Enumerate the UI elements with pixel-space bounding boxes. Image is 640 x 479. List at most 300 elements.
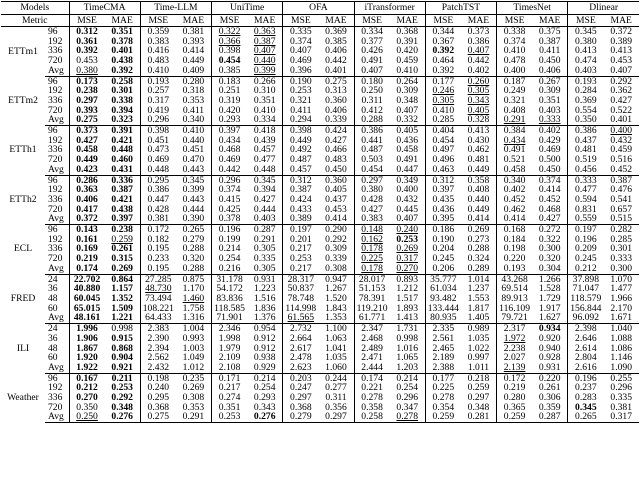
mse-value: 156.844 <box>570 303 602 314</box>
value-cell <box>390 313 426 323</box>
mse-value: 0.322 <box>218 26 241 37</box>
mae-value: 0.453 <box>325 204 347 215</box>
value-cell <box>318 244 354 254</box>
mae-value: 0.470 <box>182 155 205 165</box>
value-cell <box>247 235 283 245</box>
horizon-label: 720 <box>48 56 63 66</box>
metric-mse: MSE <box>568 14 604 27</box>
value-cell <box>318 304 354 314</box>
value-cell <box>354 274 390 284</box>
value-cell <box>603 185 639 195</box>
value-cell <box>318 344 354 354</box>
mae-value: 0.334 <box>253 115 276 126</box>
horizon-label: 192 <box>48 185 63 195</box>
mse-value: 0.168 <box>503 224 526 235</box>
mse-value: 0.247 <box>290 383 312 394</box>
value-cell <box>354 324 390 334</box>
mse-value: 1.906 <box>76 333 98 344</box>
mae-value: 0.220 <box>538 373 561 384</box>
value-cell <box>354 344 390 354</box>
value-cell <box>497 244 533 254</box>
mse-value: 0.378 <box>218 214 241 225</box>
mse-value: 0.458 <box>76 145 98 156</box>
value-cell <box>532 412 568 422</box>
mse-value: 0.426 <box>361 46 383 57</box>
mae-value: 0.362 <box>610 86 633 96</box>
mae-value: 0.347 <box>396 402 419 413</box>
value-cell <box>425 225 461 235</box>
mse-value: 0.253 <box>290 254 312 264</box>
mae-value: 1.627 <box>538 313 561 324</box>
mae-value: 0.269 <box>111 263 133 274</box>
mse-value: 2.109 <box>218 353 241 363</box>
metric-mae: MAE <box>461 14 497 27</box>
value-cell <box>603 304 639 314</box>
mse-value: 0.219 <box>76 254 98 264</box>
value-cell <box>497 313 533 323</box>
mae-value: 0.439 <box>253 135 276 146</box>
value-cell <box>532 155 568 165</box>
mae-value: 0.438 <box>111 56 133 66</box>
value-cell <box>247 373 283 383</box>
value-cell <box>461 46 497 56</box>
mse-value: 0.487 <box>361 145 383 156</box>
value-cell <box>425 205 461 215</box>
mae-value: 0.328 <box>467 115 490 126</box>
value-cell <box>283 66 319 76</box>
value-cell <box>105 324 141 334</box>
value-cell <box>568 115 604 125</box>
mse-value: 71.901 <box>216 313 243 324</box>
mse-value: 0.253 <box>290 86 312 96</box>
value-cell <box>603 363 639 373</box>
value-cell <box>425 155 461 165</box>
value-cell <box>425 136 461 146</box>
mse-value: 0.283 <box>575 393 597 403</box>
mae-value: 0.264 <box>396 76 419 87</box>
mae-value: 0.301 <box>610 244 633 255</box>
value-cell <box>568 254 604 264</box>
mse-value: 0.238 <box>76 86 98 96</box>
table-row <box>1 412 639 422</box>
mse-value: 0.454 <box>218 56 241 66</box>
mae-value: 0.358 <box>467 175 490 186</box>
value-cell <box>212 185 248 195</box>
mse-value: 0.454 <box>361 164 383 175</box>
value-cell <box>532 145 568 155</box>
value-cell <box>176 27 212 37</box>
mse-value: 0.497 <box>432 145 455 156</box>
mse-value: 0.372 <box>76 214 98 225</box>
mae-value: 0.444 <box>253 204 276 215</box>
table-row <box>1 46 639 56</box>
model-name-unitime: UniTime <box>212 2 283 15</box>
value-cell <box>390 353 426 363</box>
mae-value: 0.310 <box>253 86 276 96</box>
value-cell <box>140 244 176 254</box>
mse-value: 0.321 <box>290 95 312 106</box>
value-cell <box>461 56 497 66</box>
model-name-patchtst: PatchTST <box>425 2 496 15</box>
metric-mse: MSE <box>283 14 319 27</box>
value-cell <box>497 106 533 116</box>
mse-value: 0.148 <box>361 224 383 235</box>
value-cell <box>390 76 426 86</box>
value-cell <box>212 66 248 76</box>
value-cell <box>140 76 176 86</box>
horizon-label: 336 <box>48 194 63 205</box>
mse-value: 0.278 <box>361 393 383 403</box>
table-row <box>1 175 639 185</box>
mse-value: 0.363 <box>76 185 98 195</box>
mae-value: 0.414 <box>538 185 561 195</box>
value-cell <box>140 284 176 294</box>
value-cell <box>354 313 390 323</box>
value-cell <box>105 136 141 146</box>
mae-value: 0.393 <box>182 36 205 47</box>
value-cell <box>603 115 639 125</box>
value-cell <box>283 403 319 413</box>
value-cell <box>69 56 105 66</box>
value-cell <box>568 106 604 116</box>
value-cell <box>212 274 248 284</box>
value-cell <box>212 86 248 96</box>
value-cell <box>247 294 283 304</box>
mse-value: 0.449 <box>76 155 98 165</box>
mse-value: 0.462 <box>503 204 526 215</box>
value-cell <box>568 185 604 195</box>
value-cell <box>603 96 639 106</box>
value-cell <box>176 195 212 205</box>
value-cell <box>140 225 176 235</box>
value-cell <box>105 235 141 245</box>
value-cell <box>390 185 426 195</box>
horizon-label: 96 <box>48 26 58 37</box>
mse-value: 0.305 <box>432 95 455 106</box>
value-cell <box>247 136 283 146</box>
value-cell <box>497 175 533 185</box>
mae-value: 0.407 <box>610 65 633 76</box>
mae-value: 0.381 <box>182 26 205 37</box>
mse-value: 0.334 <box>361 26 383 37</box>
mae-value: 0.238 <box>111 224 133 235</box>
value-cell <box>461 66 497 76</box>
value-cell <box>354 106 390 116</box>
mae-value: 0.309 <box>325 244 347 255</box>
value-cell <box>568 225 604 235</box>
mae-value: 0.308 <box>182 393 205 403</box>
mse-value: 0.434 <box>503 135 526 146</box>
mae-value: 0.407 <box>467 46 490 57</box>
value-cell <box>568 76 604 86</box>
value-cell <box>69 235 105 245</box>
value-cell <box>105 383 141 393</box>
value-cell <box>390 383 426 393</box>
value-cell <box>283 214 319 224</box>
mse-value: 0.419 <box>147 105 170 116</box>
value-cell <box>461 313 497 323</box>
metric-mse: MSE <box>425 14 461 27</box>
horizon-label: 720 <box>48 204 63 215</box>
mae-value: 0.387 <box>538 36 561 47</box>
mse-value: 73.494 <box>145 293 172 304</box>
mse-value: 0.397 <box>432 185 455 195</box>
value-cell <box>105 185 141 195</box>
value-cell <box>390 304 426 314</box>
value-cell <box>497 46 533 56</box>
table-row <box>1 284 639 294</box>
mse-value: 0.449 <box>290 135 312 146</box>
mse-value: 0.554 <box>575 105 597 116</box>
mae-value: 0.386 <box>467 36 490 47</box>
mse-value: 0.380 <box>575 36 597 47</box>
value-cell <box>532 274 568 284</box>
value-cell <box>105 56 141 66</box>
mse-value: 0.411 <box>290 105 312 116</box>
mse-value: 0.196 <box>575 234 597 245</box>
mae-value: 0.235 <box>182 373 205 384</box>
mse-value: 0.457 <box>290 164 312 175</box>
value-cell <box>603 27 639 37</box>
mae-value: 0.255 <box>610 373 633 384</box>
mse-value: 0.831 <box>575 204 597 215</box>
value-cell <box>140 353 176 363</box>
value-cell <box>425 393 461 403</box>
value-cell <box>425 274 461 284</box>
mse-value: 0.209 <box>575 244 597 255</box>
value-cell <box>212 412 248 422</box>
mse-value: 1.998 <box>218 333 241 344</box>
metric-mse: MSE <box>212 14 248 27</box>
value-cell <box>425 195 461 205</box>
mae-value: 0.254 <box>396 383 419 394</box>
value-cell <box>318 225 354 235</box>
mse-value: 0.374 <box>290 36 312 47</box>
mae-value: 0.385 <box>325 36 347 47</box>
value-cell <box>69 46 105 56</box>
mse-value: 0.410 <box>147 65 170 76</box>
value-cell <box>497 86 533 96</box>
table-row <box>1 244 639 254</box>
value-cell <box>247 393 283 403</box>
value-cell <box>283 324 319 334</box>
mse-value: 0.373 <box>76 125 98 136</box>
mae-value: 0.288 <box>182 263 205 274</box>
value-cell <box>140 334 176 344</box>
value-cell <box>176 353 212 363</box>
mae-value: 1.893 <box>396 303 419 314</box>
horizon-label: 336 <box>48 393 63 403</box>
value-cell <box>105 244 141 254</box>
mse-value: 96.092 <box>572 313 600 324</box>
value-cell <box>176 244 212 254</box>
value-cell <box>568 66 604 76</box>
horizon-label: 96 <box>48 224 58 235</box>
mse-value: 37.898 <box>572 274 600 285</box>
mae-value: 0.440 <box>182 135 205 146</box>
value-cell <box>354 284 390 294</box>
mae-value: 0.921 <box>111 362 133 373</box>
value-cell <box>390 254 426 264</box>
value-cell <box>176 96 212 106</box>
value-cell <box>461 115 497 125</box>
value-cell <box>532 76 568 86</box>
mse-value: 0.258 <box>361 412 383 423</box>
value-cell <box>354 155 390 165</box>
value-cell <box>461 214 497 224</box>
table-row <box>1 76 639 86</box>
mse-value: 78.748 <box>287 293 315 304</box>
value-cell <box>568 353 604 363</box>
mae-value: 0.338 <box>111 95 133 106</box>
mse-value: 2.027 <box>503 353 526 363</box>
value-cell <box>497 165 533 175</box>
value-cell <box>390 27 426 37</box>
mae-value: 0.462 <box>467 145 490 156</box>
value-cell <box>461 304 497 314</box>
mae-value: 0.387 <box>253 36 276 47</box>
mse-value: 0.403 <box>575 65 597 76</box>
mse-value: 0.203 <box>290 373 312 384</box>
value-cell <box>105 46 141 56</box>
value-cell <box>140 175 176 185</box>
value-cell <box>461 96 497 106</box>
mse-value: 0.245 <box>575 254 597 264</box>
table-row <box>1 393 639 403</box>
mse-value: 0.412 <box>361 105 383 116</box>
mae-value: 0.253 <box>111 383 133 394</box>
value-cell <box>425 363 461 373</box>
value-cell <box>247 76 283 86</box>
value-cell <box>283 76 319 86</box>
mse-value: 2.617 <box>290 343 312 354</box>
value-cell <box>497 274 533 284</box>
mse-value: 2.664 <box>290 333 312 344</box>
mse-value: 114.998 <box>285 303 317 314</box>
mse-value: 0.251 <box>218 86 241 96</box>
horizon-label: 24 <box>48 274 58 285</box>
value-cell <box>603 145 639 155</box>
mse-value: 0.250 <box>361 86 383 96</box>
value-cell <box>532 165 568 175</box>
mse-value: 0.172 <box>503 373 526 384</box>
value-cell <box>425 165 461 175</box>
value-cell <box>532 195 568 205</box>
horizon-label: 60 <box>48 353 58 363</box>
metric-mae: MAE <box>247 14 283 27</box>
value-cell <box>603 412 639 422</box>
value-cell <box>568 313 604 323</box>
mse-value: 0.451 <box>147 135 170 146</box>
table-row <box>1 225 639 235</box>
value-cell <box>390 403 426 413</box>
mae-value: 0.448 <box>111 145 133 156</box>
value-cell <box>176 313 212 323</box>
mae-value: 0.427 <box>538 214 561 225</box>
value-cell <box>105 225 141 235</box>
mse-value: 2.238 <box>503 343 526 354</box>
value-cell <box>247 175 283 185</box>
mse-value: 0.204 <box>432 244 455 255</box>
mae-value: 0.373 <box>467 26 490 37</box>
value-cell <box>568 155 604 165</box>
value-cell <box>461 126 497 136</box>
mse-value: 51.153 <box>358 284 386 294</box>
mae-value: 0.335 <box>253 254 276 264</box>
mae-value: 1.917 <box>538 303 561 314</box>
mse-value: 118.579 <box>570 293 602 304</box>
value-cell <box>247 284 283 294</box>
value-cell <box>603 214 639 224</box>
value-cell <box>425 412 461 422</box>
mae-value: 1.041 <box>325 343 347 354</box>
value-cell <box>176 412 212 422</box>
mse-value: 0.380 <box>361 185 383 195</box>
value-cell <box>69 344 105 354</box>
mae-value: 0.449 <box>467 204 490 215</box>
value-cell <box>247 363 283 373</box>
value-cell <box>140 313 176 323</box>
value-cell <box>283 96 319 106</box>
value-cell <box>212 344 248 354</box>
value-cell <box>497 37 533 47</box>
value-cell <box>568 412 604 422</box>
mse-value: 0.428 <box>361 194 383 205</box>
mse-value: 0.594 <box>575 194 597 205</box>
value-cell <box>318 56 354 66</box>
value-cell <box>318 185 354 195</box>
mse-value: 0.182 <box>147 234 170 245</box>
mae-value: 0.442 <box>467 56 490 66</box>
mse-value: 0.428 <box>147 204 170 215</box>
value-cell <box>176 403 212 413</box>
value-cell <box>212 373 248 383</box>
value-cell <box>425 284 461 294</box>
mae-value: 1.090 <box>610 362 633 373</box>
mse-value: 0.214 <box>218 244 241 255</box>
value-cell <box>425 27 461 37</box>
mae-value: 0.405 <box>396 125 419 136</box>
horizon-label: 336 <box>48 244 63 255</box>
value-cell <box>603 244 639 254</box>
value-cell <box>603 324 639 334</box>
mse-value: 0.492 <box>290 145 312 156</box>
value-cell <box>603 106 639 116</box>
value-cell <box>105 86 141 96</box>
mae-value: 0.403 <box>253 214 276 225</box>
mse-value: 0.366 <box>218 36 241 47</box>
value-cell <box>69 244 105 254</box>
value-cell <box>212 403 248 413</box>
mae-value: 1.012 <box>182 362 205 373</box>
value-cell <box>497 56 533 66</box>
value-cell <box>603 155 639 165</box>
mae-value: 1.413 <box>396 313 419 324</box>
models-label: Models <box>1 2 69 15</box>
mae-value: 0.915 <box>111 333 133 344</box>
mse-value: 0.333 <box>575 175 597 186</box>
value-cell <box>390 136 426 146</box>
mse-value: 0.286 <box>76 175 98 186</box>
mae-value: 0.279 <box>182 234 205 245</box>
mae-value: 0.408 <box>467 185 490 195</box>
mae-value: 0.290 <box>325 224 347 235</box>
value-cell <box>283 393 319 403</box>
value-cell <box>105 214 141 224</box>
mae-value: 0.437 <box>325 194 347 205</box>
mse-value: 0.383 <box>361 214 383 225</box>
value-cell <box>568 136 604 146</box>
